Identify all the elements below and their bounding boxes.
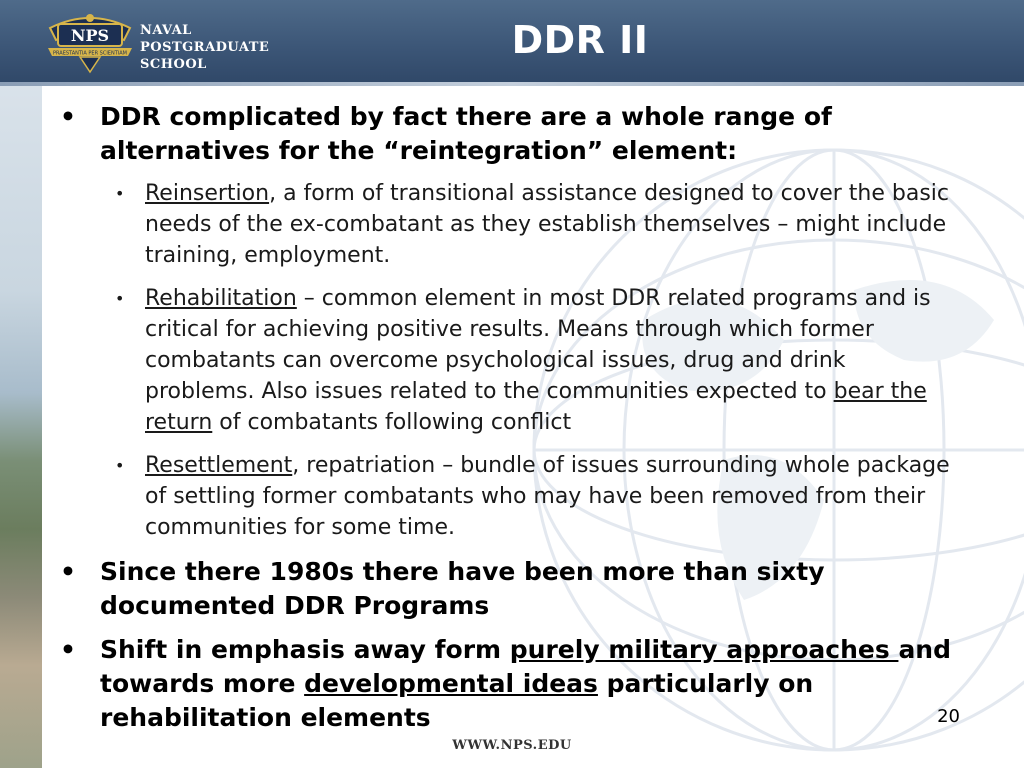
bullet-3-text: and towards more (100, 635, 952, 698)
term-reinsertion: Reinsertion (145, 181, 270, 206)
slide-title: DDR II (511, 18, 649, 62)
bullet-dot: • (115, 289, 125, 308)
school-name-line: SCHOOL (140, 57, 207, 72)
sub-bullet-text: – common element in most DDR related programs and is critical for achieving positive results. Means through which former combatants can overcome psychological issues, drug and drink problems. Also issues related to the communities expected to (145, 286, 931, 404)
logo-badge-text: NPS (70, 26, 110, 45)
bullet-2-text: Since there 1980s there have been more than sixty documented DDR Programs (100, 557, 825, 620)
underlined-phrase: developmental ideas (304, 669, 598, 698)
bullet-dot: • (115, 456, 125, 475)
bullet-dot: • (60, 557, 76, 586)
underlined-phrase: bear the return (145, 379, 927, 435)
sub-bullet-text: of combatants following conflict (212, 410, 572, 435)
bullet-3-text: particularly on rehabilitation elements (100, 669, 814, 732)
term-rehabilitation: Rehabilitation (145, 286, 297, 311)
bullet-1 (58, 100, 968, 168)
slide-body (58, 100, 968, 745)
sub-bullet-rehabilitation (115, 283, 960, 438)
nps-shield-logo (44, 10, 136, 74)
term-resettlement: Resettlement (145, 453, 293, 478)
underlined-phrase: purely military approaches (509, 635, 899, 664)
campus-photo-strip (0, 86, 42, 768)
bullet-3-text: Shift in emphasis away form (100, 635, 510, 664)
bullet-dot: • (115, 184, 125, 203)
school-name (140, 22, 269, 73)
logo-motto: PRAESTANTIA PER SCIENTIAM (53, 50, 127, 57)
sub-bullet-text: , repatriation – bundle of issues surrounding whole package of settling former combatants who may have been removed from their communities for some time. (145, 453, 950, 540)
school-name-line: POSTGRADUATE (140, 40, 270, 55)
page-number: 20 (937, 706, 960, 727)
bullet-dot: • (60, 635, 76, 664)
bullet-1-text: DDR complicated by fact there are a whole range of alternatives for the “reintegration” element: (100, 102, 832, 165)
sub-bullet-text: , a form of transitional assistance designed to cover the basic needs of the ex-combatant as they establish themselves – might include training, employment. (145, 181, 949, 268)
sub-bullet-reinsertion (115, 178, 960, 271)
bullet-dot: • (60, 102, 76, 131)
footer-url: WWW.NPS.EDU (452, 738, 572, 753)
bullet-2 (58, 555, 968, 623)
sub-bullet-resettlement (115, 450, 960, 543)
slide-header (0, 0, 1024, 86)
bullet-3 (58, 633, 968, 735)
school-name-line: NAVAL (140, 23, 192, 38)
